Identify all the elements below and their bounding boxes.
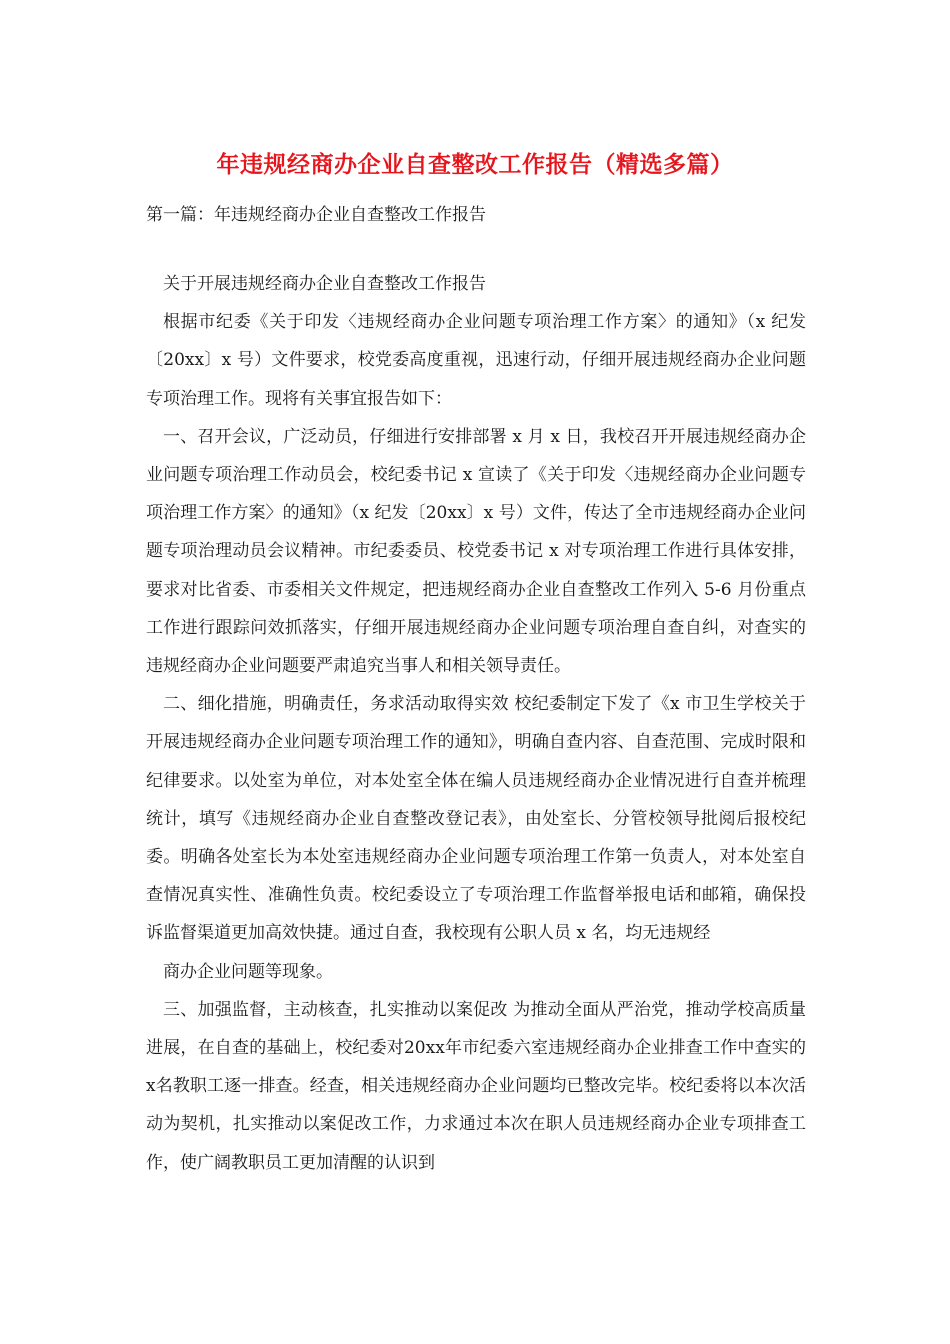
paragraph-section-three: 三、加强监督，主动核查，扎实推动以案促改 为推动全面从严治党，推动学校高质量进展，在自查的基础上，校纪委对20xx年市纪委六室违规经商办企业排查工作中查实的x名教职工逐一排查。经查，相关违规经商办企业问题均已整改完毕。校纪委将以本次活动为契机，扎实推动以案促改工作，力求通过本次在职人员违规经商办企业专项排查工作，使广阔教职员工更加清醒的认识到 <box>146 999 806 1173</box>
document-body <box>146 265 806 1182</box>
paragraph-section-two-cont: 商办企业问题等现象。 <box>163 961 333 982</box>
paragraph-intro: 根据市纪委《关于印发〈违规经商办企业问题专项治理工作方案〉的通知》（x 纪发〔20xx〕x 号）文件要求，校党委高度重视，迅速行动，仔细开展违规经商办企业问题专项治理工作。现将有关事宜报告如下： <box>146 312 806 409</box>
section-heading: 第一篇：年违规经商办企业自查整改工作报告 <box>146 205 486 225</box>
paragraph-section-two: 二、细化措施，明确责任，务求活动取得实效 校纪委制定下发了《x 市卫生学校关于开展违规经商办企业问题专项治理工作的通知》，明确自查内容、自查范围、完成时限和纪律要求。以处室为单位，对本处室全体在编人员违规经商办企业情况进行自查并梳理统计，填写《违规经商办企业自查整改登记表》，由处室长、分管校领导批阅后报校纪委。明确各处室长为本处室违规经商办企业问题专项治理工作第一负责人，对本处室自查情况真实性、准确性负责。校纪委设立了专项治理工作监督举报电话和邮箱，确保投诉监督渠道更加高效快捷。通过自查，我校现有公职人员 x 名，均无违规经 <box>146 694 806 944</box>
paragraph-report-title: 关于开展违规经商办企业自查整改工作报告 <box>163 274 486 294</box>
paragraph-section-one: 一、召开会议，广泛动员，仔细进行安排部署 x 月 x 日，我校召开开展违规经商办企业问题专项治理工作动员会，校纪委书记 x 宣读了《关于印发〈违规经商办企业问题专项治理工作方案〉的通知》（x 纪发〔20xx〕x 号）文件，传达了全市违规经商办企业问题专项治理动员会议精神。市纪委委员、校党委书记 x 对专项治理工作进行具体安排，要求对比省委、市委相关文件规定，把违规经商办企业自查整改工作列入 5-6 月份重点工作进行跟踪问效抓落实，仔细开展违规经商办企业问题专项治理自查自纠，对查实的违规经商办企业问题要严肃追究当事人和相关领导责任。 <box>146 426 806 677</box>
document-title: 年违规经商办企业自查整改工作报告（精选多篇） <box>216 152 734 178</box>
